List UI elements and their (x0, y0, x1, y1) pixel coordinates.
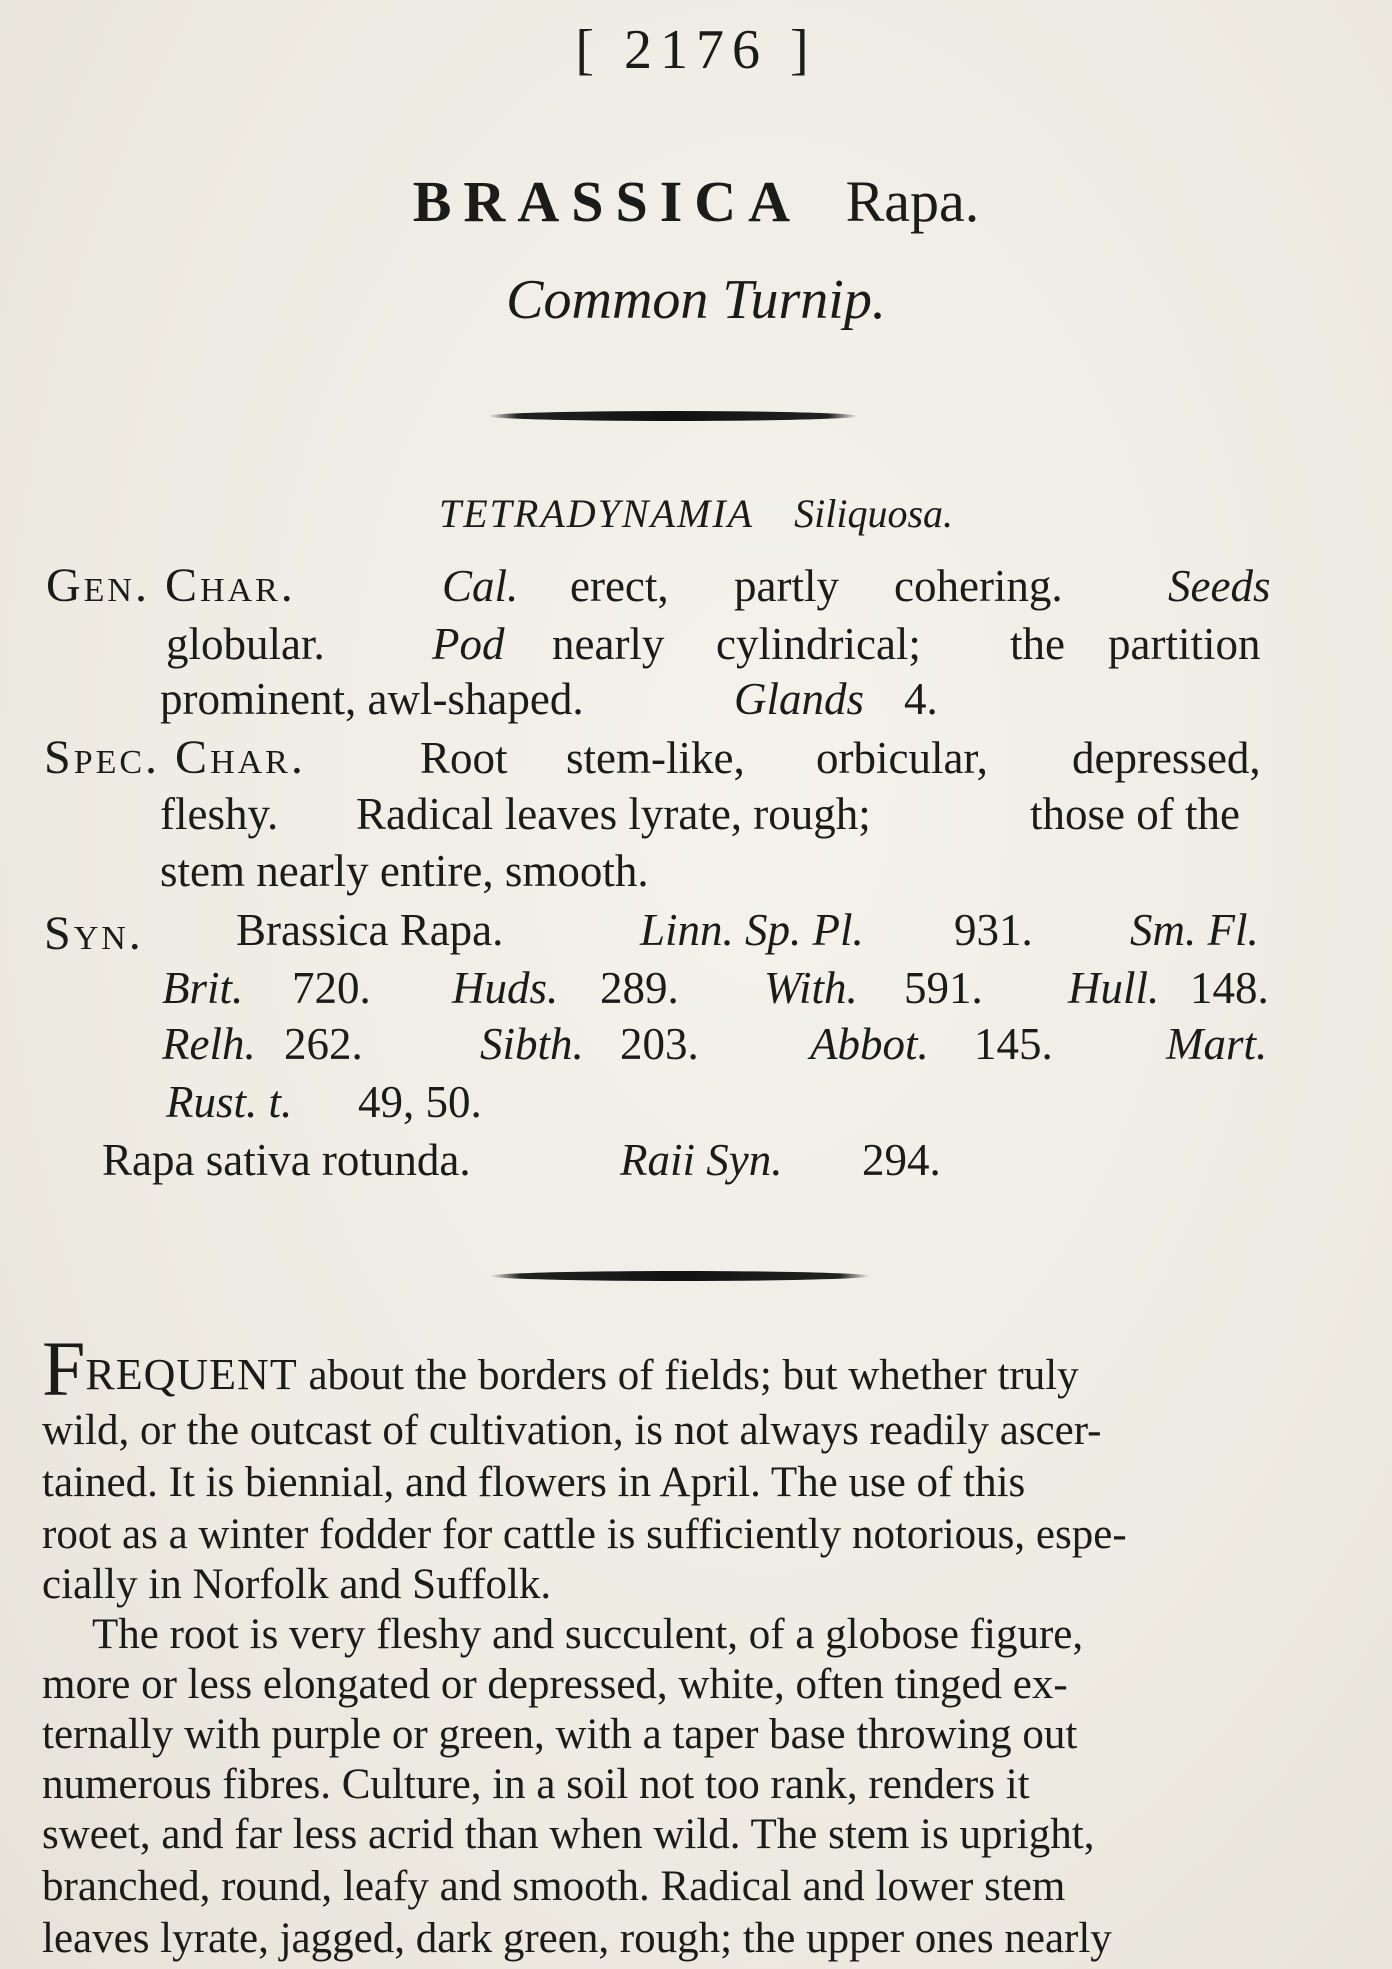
first-word: REQUENT (85, 1350, 298, 1399)
synonym-text: 148. (1190, 963, 1269, 1013)
genus-name: BRASSICA (412, 169, 803, 234)
gen-char-text: cylindrical; (716, 619, 921, 669)
gen-char-text: Pod (432, 619, 505, 669)
spec-char-text: fleshy. (160, 789, 279, 839)
synonym-reference: Mart. (1166, 1019, 1268, 1069)
paragraph-line (42, 1325, 1079, 1412)
paragraph-line: tained. It is biennial, and flowers in April. The use of this (42, 1459, 1026, 1506)
class-name: TETRADYNAMIA (438, 491, 755, 536)
paragraph-line: more or less elongated or depressed, white, often tinged ex- (42, 1661, 1068, 1708)
gen-char-text: partly (734, 561, 839, 611)
spec-char-text: Root (420, 733, 508, 783)
species-epithet: Rapa. (845, 169, 980, 234)
gen-char-text: Cal. (442, 561, 519, 611)
paragraph-line: sweet, and far less acrid than when wild. The stem is upright, (42, 1811, 1095, 1858)
gen-char-label: Gen. Char. (46, 559, 296, 612)
synonym-reference: Sm. Fl. (1130, 905, 1259, 955)
spec-char-label: Spec. Char. (44, 731, 306, 784)
synonym-text: 720. (292, 963, 371, 1013)
gen-char-text: Seeds (1168, 561, 1271, 611)
synonym-text: 145. (974, 1019, 1053, 1069)
species-title (0, 168, 1392, 235)
paragraph-line: ternally with purple or green, with a taper base throwing out (42, 1711, 1078, 1758)
gen-char-text: partition (1108, 619, 1261, 669)
synonym-text: 591. (904, 963, 983, 1013)
paragraph-line: leaves lyrate, jagged, dark green, rough; the upper ones nearly (42, 1915, 1112, 1962)
paragraph-line: cially in Norfolk and Suffolk. (42, 1561, 552, 1608)
line-text: about the borders of fields; but whether truly (308, 1352, 1079, 1399)
synonym-text: 289. (600, 963, 679, 1013)
paragraph-line: numerous fibres. Culture, in a soil not too rank, renders it (42, 1761, 1030, 1808)
synonym-reference: Linn. Sp. Pl. (640, 905, 864, 955)
synonym-text: 262. (284, 1019, 363, 1069)
gen-char-text: 4. (904, 674, 938, 724)
gen-char-text: erect, (570, 561, 669, 611)
linnaean-class (0, 490, 1392, 537)
synonym-text: Brassica Rapa. (236, 905, 504, 955)
synonym-reference: Brit. (162, 963, 244, 1013)
gen-char-text: cohering. (894, 561, 1063, 611)
order-name: Siliquosa. (794, 491, 954, 536)
synonym-reference: Sibth. (480, 1019, 584, 1069)
paragraph-line: root as a winter fodder for cattle is sufficiently notorious, espe- (42, 1511, 1127, 1558)
paragraph-line: The root is very fleshy and succulent, of a globose figure, (92, 1611, 1084, 1658)
paragraph-line: wild, or the outcast of cultivation, is not always readily ascer- (42, 1407, 1102, 1454)
synonym-reference: With. (764, 963, 858, 1013)
page-number: [ 2176 ] (575, 19, 817, 81)
spec-char-text: Radical leaves lyrate, rough; (356, 789, 871, 839)
synonym-text: 203. (620, 1019, 699, 1069)
synonym-text: 931. (954, 905, 1033, 955)
spec-char-text: those of the (1030, 789, 1240, 839)
gen-char-text: prominent, awl-shaped. (160, 674, 584, 724)
synonyms-label: Syn. (44, 907, 144, 960)
gen-char-text: globular. (166, 619, 325, 669)
synonym-reference: Raii Syn. (620, 1135, 783, 1185)
gen-char-text: the (1010, 619, 1065, 669)
paragraph-line: branched, round, leafy and smooth. Radical and lower stem (42, 1863, 1066, 1910)
synonym-reference: Rust. t. (166, 1077, 293, 1127)
common-name: Common Turnip. (506, 269, 886, 331)
synonym-text: 294. (862, 1135, 941, 1185)
gen-char-text: Glands (734, 674, 865, 724)
ornamental-rule (490, 1271, 870, 1281)
synonym-reference: Abbot. (810, 1019, 929, 1069)
synonym-text: 49, 50. (358, 1077, 482, 1127)
spec-char-text: orbicular, (816, 733, 988, 783)
spec-char-text: depressed, (1072, 733, 1261, 783)
synonym-reference: Relh. (162, 1019, 256, 1069)
synonym-reference: Hull. (1068, 963, 1160, 1013)
gen-char-text: nearly (552, 619, 665, 669)
spec-char-text: stem nearly entire, smooth. (160, 846, 649, 896)
synonym-text: Rapa sativa rotunda. (102, 1135, 471, 1185)
ornamental-rule (488, 411, 858, 421)
drop-cap: F (42, 1325, 86, 1412)
synonym-reference: Huds. (452, 963, 559, 1013)
spec-char-text: stem-like, (566, 733, 745, 783)
